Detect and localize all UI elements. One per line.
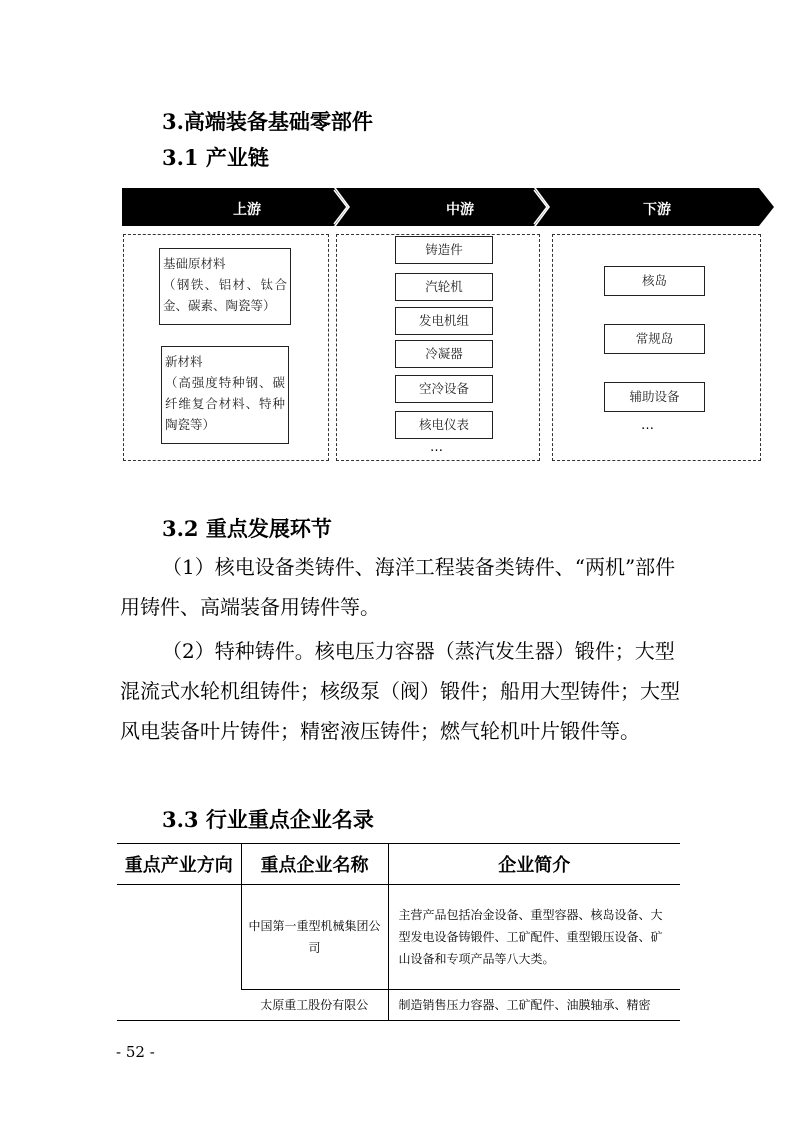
midstream-item-air-cooling: 空冷设备 [395, 375, 493, 403]
midstream-more: … [430, 440, 444, 455]
subsection-heading-chain: 3.1 产业链 [162, 145, 269, 170]
row-company-desc: 制造销售压力容器、工矿配件、油膜轴承、精密 [388, 990, 680, 1021]
downstream-item-auxiliary: 辅助设备 [604, 382, 705, 412]
midstream-item-nuclear-instruments: 核电仪表 [395, 411, 493, 439]
header-intro: 企业简介 [388, 844, 680, 885]
stage-upstream-label: 上游 [233, 202, 261, 218]
midstream-item-generator-set: 发电机组 [395, 307, 493, 335]
upstream-box-basic-materials: 基础原材料 （钢铁、铝材、钛合金、碳素、陶瓷等） [159, 248, 291, 325]
table-row [117, 885, 680, 990]
downstream-item-nuclear-island: 核岛 [604, 266, 705, 296]
subsection-heading-list: 3.3 行业重点企业名录 [162, 807, 374, 832]
upstream-box-new-materials: 新材料 （高强度特种钢、碳纤维复合材料、特种陶瓷等） [161, 346, 289, 444]
header-name: 重点企业名称 [241, 844, 388, 885]
enterprise-table [117, 843, 680, 1021]
downstream-more: … [641, 418, 655, 433]
row-company-name: 太原重工股份有限公 [241, 990, 388, 1021]
page-number: - 52 - [116, 1043, 155, 1061]
header-direction: 重点产业方向 [117, 844, 241, 885]
midstream-item-castings: 铸造件 [395, 236, 493, 264]
row-company-name: 中国第一重型机械集团公司 [241, 885, 388, 990]
focus-paragraph-1: （1）核电设备类铸件、海洋工程装备类铸件、“两机”部件用铸件、高端装备用铸件等。 [120, 555, 676, 619]
section-heading: 3.高端装备基础零部件 [162, 109, 373, 134]
focus-paragraph-2: （2）特种铸件。核电压力容器（蒸汽发生器）锻件；大型混流式水轮机组铸件；核级泵（阀）锻件；船用大型铸件；大型风电装备叶片铸件；精密液压铸件；燃气轮机叶片锻件等。 [120, 639, 680, 743]
subsection-heading-focus: 3.2 重点发展环节 [162, 516, 332, 541]
midstream-item-condenser: 冷凝器 [395, 340, 493, 368]
row-company-desc: 主营产品包括冶金设备、重型容器、核岛设备、大型发电设备铸锻件、工矿配件、重型锻压设备、矿山设备和专项产品等八大类。 [388, 885, 680, 990]
row-direction [117, 885, 241, 1021]
downstream-item-conventional-island: 常规岛 [604, 324, 705, 354]
stage-midstream-label: 中游 [446, 202, 474, 218]
stage-downstream-label: 下游 [643, 202, 671, 218]
table-header-row [117, 844, 680, 885]
midstream-item-steam-turbine: 汽轮机 [395, 273, 493, 301]
